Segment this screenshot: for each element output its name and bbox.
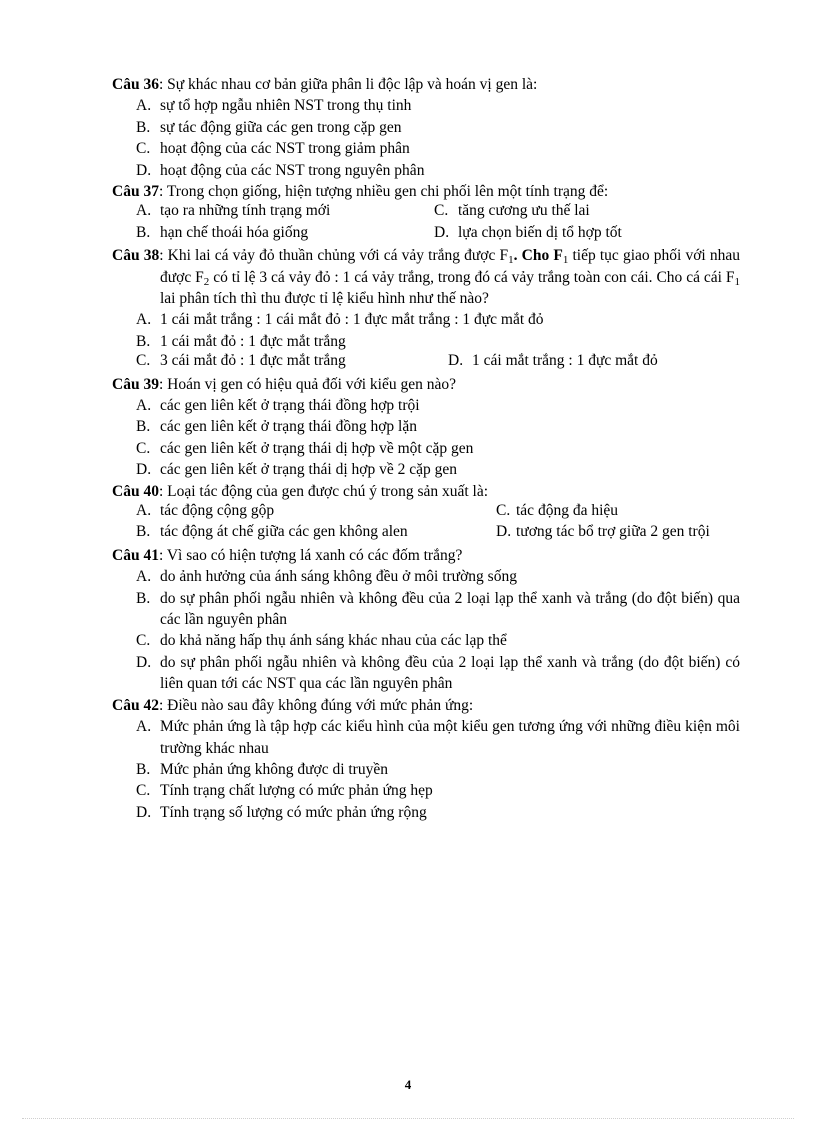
option-b: B. 1 cái mắt đỏ : 1 đực mắt trắng [136, 332, 346, 350]
option-a: A. sự tổ hợp ngẫu nhiên NST trong thụ tinh [136, 97, 412, 115]
option-b: B. các gen liên kết ở trạng thái đồng hợp lặn [136, 418, 417, 436]
question-label: Câu 39 [112, 375, 159, 393]
question-label: Câu 36 [112, 76, 159, 93]
question-label: Câu 37 [112, 183, 159, 201]
question-label: Câu 42 [112, 696, 159, 714]
question-text: : Vì sao có hiện tượng lá xanh có các đốm trắng? [158, 546, 463, 564]
question-label: Câu 40 [112, 482, 159, 500]
option-b: hạn chế thoái hóa giống [160, 223, 309, 241]
option-row: B. hạn chế thoái hóa giống D. lựa chọn biến dị tổ hợp tốt [136, 223, 622, 241]
exam-page [112, 74, 740, 823]
option-b: B. do sự phân phối ngẫu nhiên và không đều của 2 loại lạp thể xanh và trắng (do đột biến) qua các lần nguyên phân [136, 589, 740, 629]
option-d: 1 cái mắt trắng : 1 đực mắt đỏ [472, 352, 658, 370]
option-a: A. do ảnh hưởng của ánh sáng không đều ở môi trường sống [136, 568, 517, 586]
question-41 [112, 545, 740, 695]
option-a: A. các gen liên kết ở trạng thái đồng hợp trội [136, 397, 420, 415]
question-40 [112, 481, 740, 545]
option-d: tương tác bổ trợ giữa 2 gen trội [516, 523, 710, 541]
question-42 [112, 695, 740, 823]
question-text: : Hoán vị gen có hiệu quả đối với kiểu gen nào? [158, 375, 456, 393]
option-a: A. Mức phản ứng là tập hợp các kiểu hình của một kiểu gen tương ứng với những điều kiện môi trường khác nhau [136, 718, 740, 757]
question-37 [112, 181, 740, 245]
question-text: : Loại tác động của gen được chú ý trong sản xuất là: [158, 482, 489, 500]
question-label: Câu 41 [112, 546, 159, 564]
question-36 [112, 74, 740, 181]
question-text: : Sự khác nhau cơ bản giữa phân li độc lập và hoán vị gen là: [158, 76, 538, 93]
option-d: D. các gen liên kết ở trạng thái dị hợp về 2 cặp gen [136, 461, 458, 479]
option-d: D. Tính trạng số lượng có mức phản ứng rộng [136, 803, 427, 821]
option-c: C. các gen liên kết ở trạng thái dị hợp về một cặp gen [136, 439, 474, 457]
option-c: tác động đa hiệu [516, 502, 619, 520]
option-b: B. sự tác động giữa các gen trong cặp gen [136, 118, 402, 136]
question-text: : Trong chọn giống, hiện tượng nhiều gen chi phối lên một tính trạng để: [158, 183, 609, 201]
option-a: tác động cộng gộp [160, 502, 275, 520]
option-d: lựa chọn biến dị tổ hợp tốt [458, 223, 622, 241]
option-c: 3 cái mắt đỏ : 1 đực mắt trắng [160, 352, 346, 370]
option-a: tạo ra những tính trạng mới [160, 202, 331, 220]
page-bottom-divider [22, 1118, 794, 1119]
option-a: A. 1 cái mắt trắng : 1 cái mắt đỏ : 1 đực mắt trắng : 1 đực mắt đỏ [136, 311, 544, 329]
option-b: tác động át chế giữa các gen không alen [160, 523, 408, 541]
option-row: A. tạo ra những tính trạng mới C. tăng cương ưu thế lai [136, 202, 590, 220]
question-39 [112, 374, 740, 481]
option-d: D. hoạt động của các NST trong nguyên phân [136, 161, 425, 179]
option-c: C. hoạt động của các NST trong giảm phân [136, 140, 410, 158]
question-text: : Điều nào sau đây không đúng với mức phản ứng: [158, 696, 474, 714]
question-38 [112, 245, 740, 373]
option-b: B. Mức phản ứng không được di truyền [136, 760, 388, 778]
question-text: Câu 38: Khi lai cá vảy đỏ thuần chủng với cá vảy trắng được $F_1$. Cho $F_1$ tiếp tục giao phối với nhau được $F_2$ có tỉ lệ 3 cá vảy đỏ : 1 cá vảy trắng, trong đó cá vảy trắng toàn con cái. Cho cá cái $F_1$ lai phân tích thì thu được tỉ lệ kiểu hình như thế nào? [112, 247, 740, 308]
option-row: A. tác động cộng gộp C. tác động đa hiệu [136, 502, 619, 520]
option-row: B. tác động át chế giữa các gen không alen D. tương tác bổ trợ giữa 2 gen trội [136, 523, 710, 541]
page-number: 4 [404, 1077, 412, 1092]
option-c: tăng cương ưu thế lai [458, 202, 590, 220]
option-row: C. 3 cái mắt đỏ : 1 đực mắt trắng D. 1 cái mắt trắng : 1 đực mắt đỏ [136, 352, 658, 370]
option-d: D. do sự phân phối ngẫu nhiên và không đều của 2 loại lạp thể xanh và trắng (do đột biến) có liên quan tới các NST qua các lần nguyên phân [136, 653, 740, 693]
option-c: C. Tính trạng chất lượng có mức phản ứng hẹp [136, 782, 433, 800]
question-label: Câu 38 [112, 247, 160, 265]
option-c: C. do khả năng hấp thụ ánh sáng khác nhau của các lạp thể [136, 632, 507, 650]
